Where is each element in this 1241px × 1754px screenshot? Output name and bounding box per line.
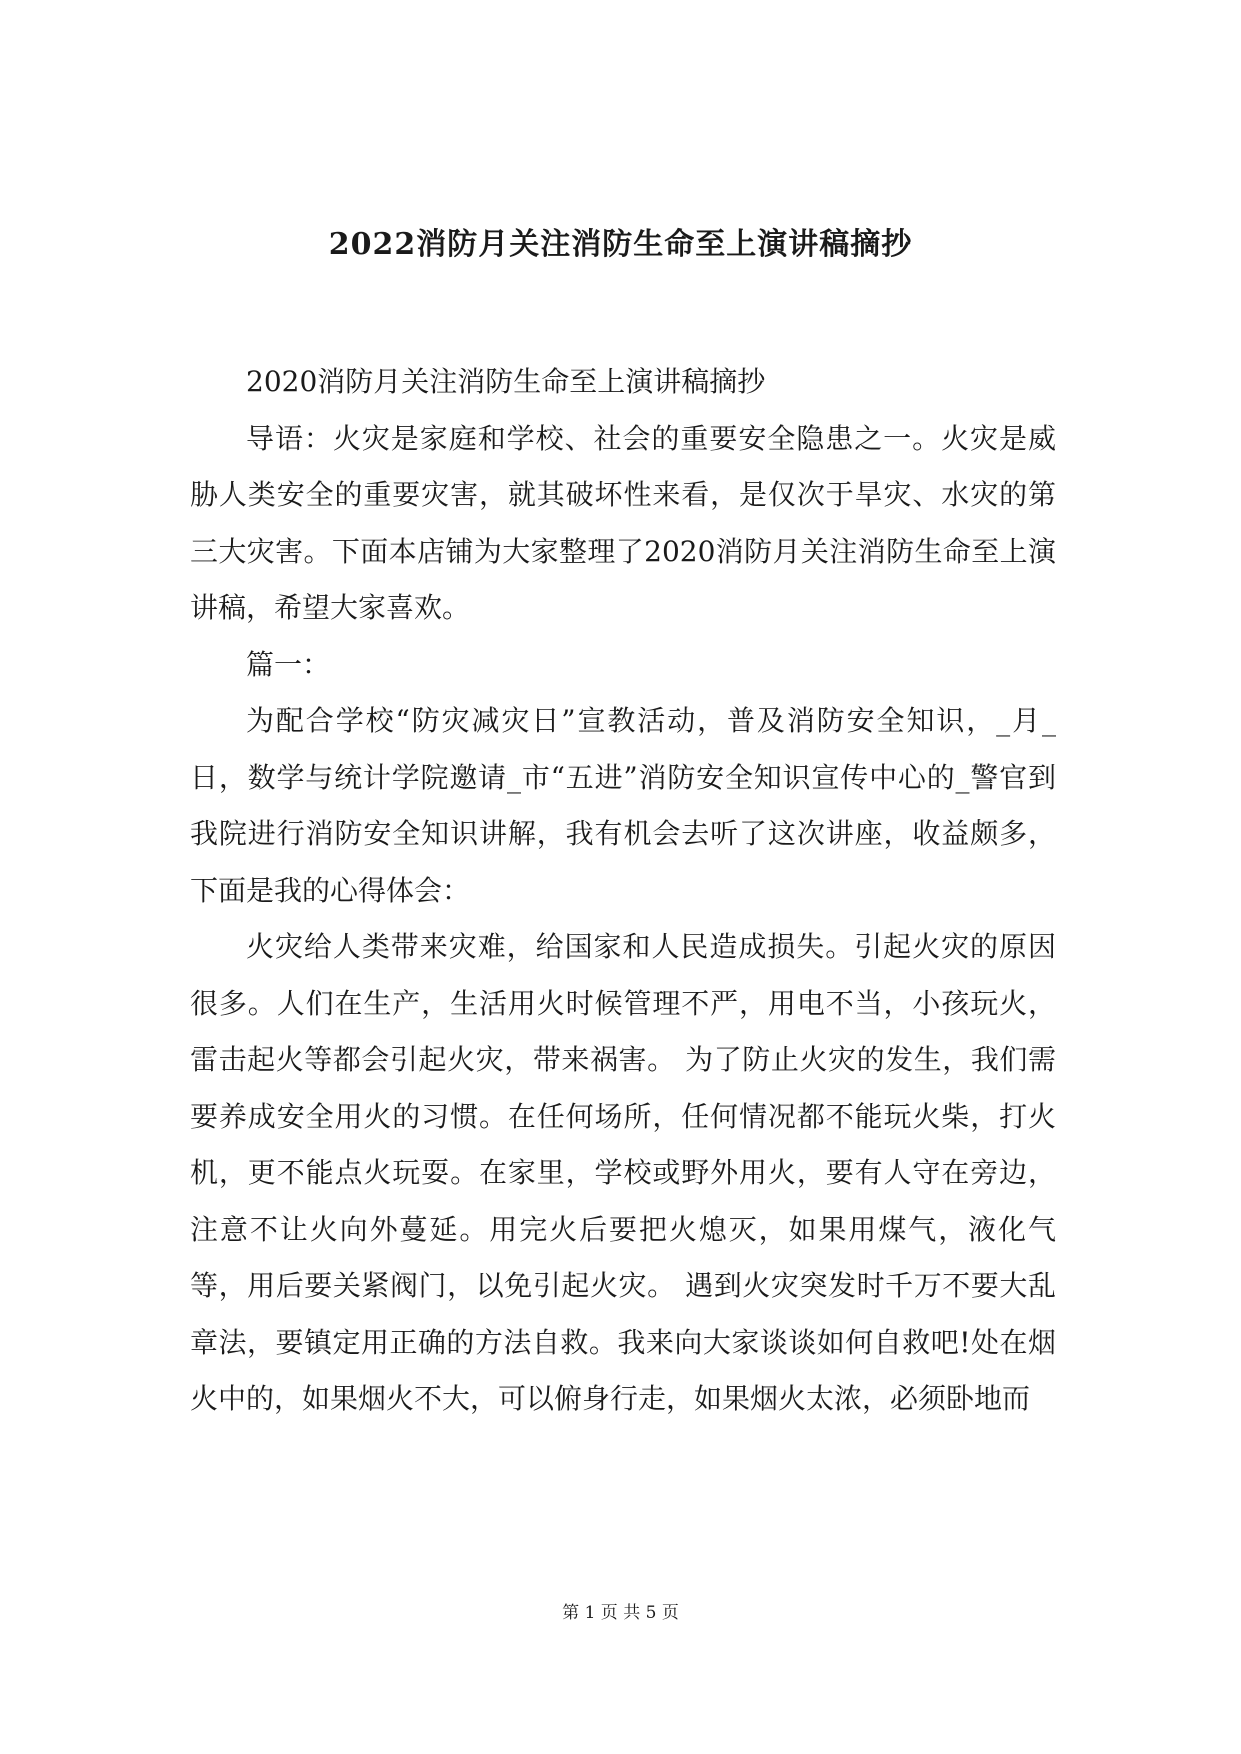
document-body <box>190 354 1056 1428</box>
page-number: 第 1 页 共 5 页 <box>562 1603 679 1623</box>
paragraph-event: 为配合学校“防灾减灾日”宣教活动，普及消防安全知识，_月_日，数学与统计学院邀请_市“五进”消防安全知识宣传中心的_警官到我院进行消防安全知识讲解，我有机会去听了这次讲座，收益颇多，下面是我的心得体会： <box>190 704 1056 907</box>
paragraph-section-heading: 篇一： <box>246 647 331 681</box>
document-title: 2022消防月关注消防生命至上演讲稿摘抄 <box>328 227 913 262</box>
paragraph-fire-safety: 火灾给人类带来灾难，给国家和人民造成损失。引起火灾的原因很多。人们在生产，生活用火时候管理不严，用电不当，小孩玩火，雷击起火等都会引起火灾，带来祸害。 为了防止火灾的发生，我们需要养成安全用火的习惯。在任何场所，任何情况都不能玩火柴，打火机，更不能点火玩耍。在家里，学校或野外用火，要有人守在旁边，注意不让火向外蔓延。用完火后要把火熄灭，如果用煤气，液化气等，用后要关紧阀门，以免引起火灾。 遇到火灾突发时千万不要大乱章法，要镇定用正确的方法自救。我来向大家谈谈如何自救吧!处在烟火中的，如果烟火不大，可以俯身行走，如果烟火太浓，必须卧地而 <box>190 930 1056 1415</box>
paragraph-subtitle: 2020消防月关注消防生命至上演讲稿摘抄 <box>246 365 766 398</box>
paragraph-intro: 导语：火灾是家庭和学校、社会的重要安全隐患之一。火灾是威胁人类安全的重要灾害，就其破坏性来看，是仅次于旱灾、水灾的第三大灾害。下面本店铺为大家整理了2020消防月关注消防生命至上演讲稿，希望大家喜欢。 <box>190 421 1056 624</box>
